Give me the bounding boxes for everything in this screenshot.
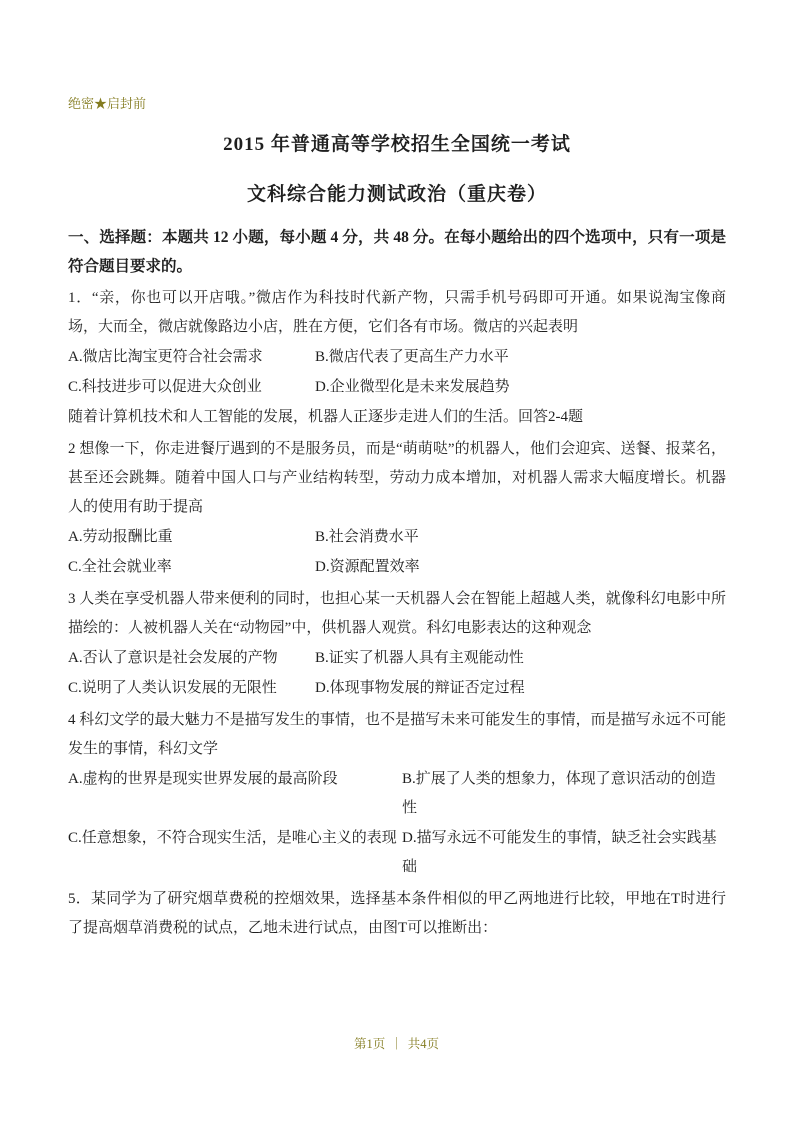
question-1-option-b: B.微店代表了更高生产力水平 bbox=[315, 349, 509, 365]
question-2-stem: 2 想像一下，你走进餐厅遇到的不是服务员，而是“萌萌哒”的机器人，他们会迎宾、送餐、报菜名，甚至还会跳舞。随着中国人口与产业结构转型，劳动力成本增加，对机器人需求大幅度增长。机器人的使用有助于提高 bbox=[68, 441, 726, 515]
question-3-options-row-2 bbox=[68, 674, 726, 703]
question-2-option-b: B.社会消费水平 bbox=[315, 529, 419, 545]
question-4-option-a: A.虚构的世界是现实世界发展的最高阶段 bbox=[68, 771, 338, 787]
page-subtitle: 文科综合能力测试政治（重庆卷） bbox=[246, 184, 547, 205]
question-4-stem: 4 科幻文学的最大魅力不是描写发生的事情，也不是描写未来可能发生的事情，而是描写永远不可能发生的事情，科幻文学 bbox=[68, 712, 726, 757]
classification-banner: 绝密★启封前 bbox=[68, 96, 147, 111]
question-2-options-row-2 bbox=[68, 553, 726, 582]
question-1-option-d: D.企业微型化是未来发展趋势 bbox=[315, 379, 510, 395]
question-2-options-row-1 bbox=[68, 523, 726, 552]
footer-page-number: 第1页 bbox=[353, 1037, 386, 1051]
question-3-option-c: C.说明了人类认识发展的无限性 bbox=[68, 680, 277, 696]
page-footer bbox=[0, 1034, 793, 1052]
question-5-stem: 5．某同学为了研究烟草费税的控烟效果，选择基本条件相似的甲乙两地进行比较，甲地在T时进行了提高烟草消费税的试点，乙地未进行试点，由图T可以推断出： bbox=[68, 891, 726, 936]
footer-separator: ｜ bbox=[390, 1037, 403, 1051]
question-4-option-d: D.描写永远不可能发生的事情，缺乏社会实践基础 bbox=[402, 830, 717, 875]
question-1-option-c: C.科技进步可以促进大众创业 bbox=[68, 379, 262, 395]
question-1-options-row-1 bbox=[68, 343, 726, 372]
question-3-option-d: D.体现事物发展的辩证否定过程 bbox=[315, 680, 525, 696]
question-4-options-row-2 bbox=[68, 824, 726, 882]
questions-2-4-intro-note: 随着计算机技术和人工智能的发展，机器人正逐步走进人们的生活。回答2-4题 bbox=[68, 409, 583, 425]
question-2-option-d: D.资源配置效率 bbox=[315, 559, 420, 575]
question-2-option-a: A.劳动报酬比重 bbox=[68, 529, 173, 545]
question-4-option-c: C.任意想象，不符合现实生活，是唯心主义的表现 bbox=[68, 830, 397, 846]
page-title: 2015 年普通高等学校招生全国统一考试 bbox=[223, 134, 571, 155]
question-2-option-c: C.全社会就业率 bbox=[68, 559, 172, 575]
question-4-options-row-1 bbox=[68, 765, 726, 823]
question-3-option-a: A.否认了意识是社会发展的产物 bbox=[68, 650, 278, 666]
section-header: 一、选择题：本题共 12 小题，每小题 4 分，共 48 分。在每小题给出的四个选项中，只有一项是符合题目要求的。 bbox=[68, 229, 726, 275]
question-1-option-a: A.微店比淘宝更符合社会需求 bbox=[68, 349, 263, 365]
question-4-option-b: B.扩展了人类的想象力，体现了意识活动的创造性 bbox=[402, 771, 716, 816]
footer-total-pages: 共4页 bbox=[407, 1037, 440, 1051]
question-1-options-row-2 bbox=[68, 373, 726, 402]
question-1-stem: 1．“亲，你也可以开店哦。”微店作为科技时代新产物，只需手机号码即可开通。如果说淘宝像商场，大而全，微店就像路边小店，胜在方便，它们各有市场。微店的兴起表明 bbox=[68, 290, 726, 335]
question-3-options-row-1 bbox=[68, 644, 726, 673]
question-3-option-b: B.证实了机器人具有主观能动性 bbox=[315, 650, 524, 666]
question-3-stem: 3 人类在享受机器人带来便利的同时，也担心某一天机器人会在智能上超越人类，就像科幻电影中所描绘的：人被机器人关在“动物园”中，供机器人观赏。科幻电影表达的这种观念 bbox=[68, 591, 726, 636]
